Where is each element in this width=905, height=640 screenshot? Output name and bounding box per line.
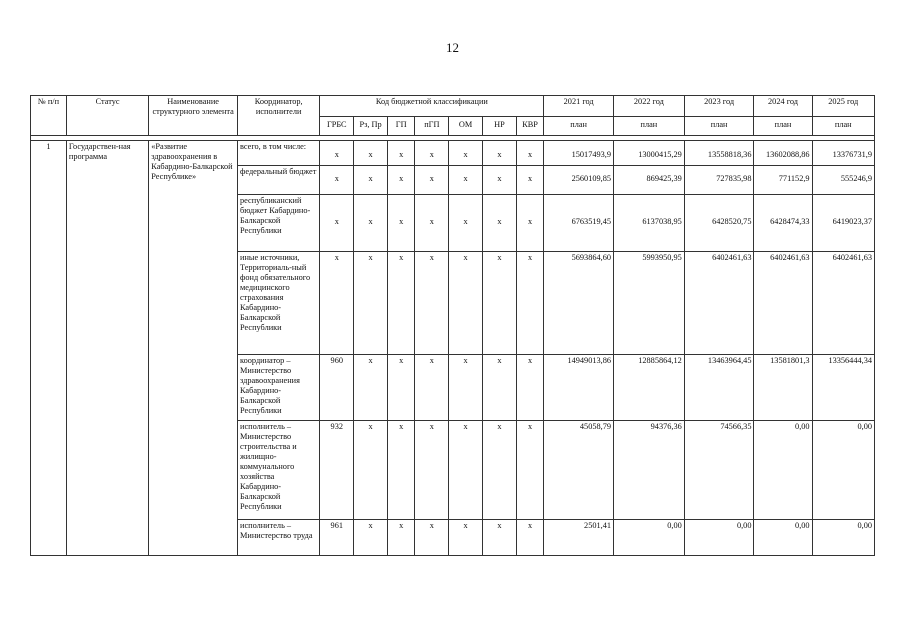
value-2025: 13356444,34: [812, 355, 874, 421]
header-plan: план: [544, 117, 614, 136]
kvr-cell: х: [516, 252, 544, 355]
value-2024: 13602088,86: [754, 141, 812, 166]
pgp-cell: х: [415, 421, 449, 520]
value-2025: 555246,9: [812, 166, 874, 195]
value-2024: 6428474,33: [754, 195, 812, 252]
program-element: «Развитие здравоохранения в Кабардино-Балкарской Республике»: [149, 141, 238, 556]
value-2024: 6402461,63: [754, 252, 812, 355]
value-2024: 0,00: [754, 520, 812, 556]
value-2023: 13463964,45: [684, 355, 754, 421]
nr-cell: х: [483, 166, 517, 195]
pgp-cell: х: [415, 355, 449, 421]
coordinator-cell: координатор – Министерство здравоохранения Кабардино-Балкарской Республики: [238, 355, 320, 421]
coordinator-cell: иные источники, Территориаль-ный фонд обязательного медицинского страхования Кабардино-Балкарской Республики: [238, 252, 320, 355]
value-2021: 15017493,9: [544, 141, 614, 166]
value-2022: 94376,36: [614, 421, 685, 520]
value-2024: 13581801,3: [754, 355, 812, 421]
grbs-cell: х: [320, 252, 354, 355]
om-cell: х: [449, 195, 483, 252]
header-year: 2024 год: [754, 96, 812, 117]
value-2023: 13558818,36: [684, 141, 754, 166]
header-year: 2025 год: [812, 96, 874, 117]
om-cell: х: [449, 355, 483, 421]
grbs-cell: х: [320, 141, 354, 166]
pgp-cell: х: [415, 195, 449, 252]
value-2022: 13000415,29: [614, 141, 685, 166]
header-status: Статус: [66, 96, 148, 136]
grbs-cell: х: [320, 195, 354, 252]
value-2025: 0,00: [812, 520, 874, 556]
header-grbs: ГРБС: [320, 117, 354, 136]
value-2022: 869425,39: [614, 166, 685, 195]
value-2022: 0,00: [614, 520, 685, 556]
value-2024: 0,00: [754, 421, 812, 520]
kvr-cell: х: [516, 195, 544, 252]
value-2023: 74566,35: [684, 421, 754, 520]
kvr-cell: х: [516, 166, 544, 195]
nr-cell: х: [483, 252, 517, 355]
rzpr-cell: х: [354, 195, 388, 252]
header-plan: план: [684, 117, 754, 136]
nr-cell: х: [483, 195, 517, 252]
header-kvr: КВР: [516, 117, 544, 136]
header-gp: ГП: [387, 117, 414, 136]
om-cell: х: [449, 252, 483, 355]
coordinator-cell: республиканский бюджет Кабардино-Балкарской Республики: [238, 195, 320, 252]
value-2025: 0,00: [812, 421, 874, 520]
kvr-cell: х: [516, 421, 544, 520]
grbs-cell: х: [320, 166, 354, 195]
header-kbk: Код бюджетной классификации: [320, 96, 544, 117]
value-2021: 45058,79: [544, 421, 614, 520]
header-plan: план: [614, 117, 685, 136]
gp-cell: х: [387, 195, 414, 252]
value-2021: 6763519,45: [544, 195, 614, 252]
value-2022: 6137038,95: [614, 195, 685, 252]
nr-cell: х: [483, 355, 517, 421]
value-2025: 6402461,63: [812, 252, 874, 355]
header-coordinator: Координатор, исполнители: [238, 96, 320, 136]
pgp-cell: х: [415, 252, 449, 355]
rzpr-cell: х: [354, 166, 388, 195]
kvr-cell: х: [516, 355, 544, 421]
gp-cell: х: [387, 520, 414, 556]
value-2022: 12885864,12: [614, 355, 685, 421]
pgp-cell: х: [415, 141, 449, 166]
header-year: 2022 год: [614, 96, 685, 117]
pgp-cell: х: [415, 166, 449, 195]
om-cell: х: [449, 166, 483, 195]
gp-cell: х: [387, 355, 414, 421]
value-2023: 6402461,63: [684, 252, 754, 355]
header-plan: план: [812, 117, 874, 136]
header-nr: НР: [483, 117, 517, 136]
value-2021: 5693864,60: [544, 252, 614, 355]
value-2024: 771152,9: [754, 166, 812, 195]
gp-cell: х: [387, 421, 414, 520]
pgp-cell: х: [415, 520, 449, 556]
grbs-cell: 932: [320, 421, 354, 520]
om-cell: х: [449, 141, 483, 166]
page-number: 12: [446, 40, 459, 55]
gp-cell: х: [387, 141, 414, 166]
coordinator-cell: федеральный бюджет: [238, 166, 320, 195]
grbs-cell: 960: [320, 355, 354, 421]
value-2025: 13376731,9: [812, 141, 874, 166]
header-year: 2023 год: [684, 96, 754, 117]
nr-cell: х: [483, 421, 517, 520]
coordinator-cell: исполнитель – Министерство труда: [238, 520, 320, 556]
program-status: Государствен-ная программа: [66, 141, 148, 556]
value-2021: 2560109,85: [544, 166, 614, 195]
header-plan: план: [754, 117, 812, 136]
om-cell: х: [449, 520, 483, 556]
value-2025: 6419023,37: [812, 195, 874, 252]
gp-cell: х: [387, 252, 414, 355]
header-element: Наименование структурного элемента: [149, 96, 238, 136]
om-cell: х: [449, 421, 483, 520]
coordinator-cell: всего, в том числе:: [238, 141, 320, 166]
budget-table: [30, 95, 875, 556]
grbs-cell: 961: [320, 520, 354, 556]
value-2021: 2501,41: [544, 520, 614, 556]
header-num: № п/п: [31, 96, 67, 136]
value-2023: 727835,98: [684, 166, 754, 195]
nr-cell: х: [483, 520, 517, 556]
kvr-cell: х: [516, 141, 544, 166]
coordinator-cell: исполнитель – Министерство строительства и жилищно-коммунального хозяйства Кабардино-Балкарской Республики: [238, 421, 320, 520]
value-2023: 0,00: [684, 520, 754, 556]
program-num: 1: [31, 141, 67, 556]
header-rzpr: Рз, Пр: [354, 117, 388, 136]
kvr-cell: х: [516, 520, 544, 556]
nr-cell: х: [483, 141, 517, 166]
value-2021: 14949013,86: [544, 355, 614, 421]
gp-cell: х: [387, 166, 414, 195]
rzpr-cell: х: [354, 355, 388, 421]
rzpr-cell: х: [354, 421, 388, 520]
value-2022: 5993950,95: [614, 252, 685, 355]
value-2023: 6428520,75: [684, 195, 754, 252]
header-om: ОМ: [449, 117, 483, 136]
rzpr-cell: х: [354, 141, 388, 166]
table-row: [31, 141, 875, 166]
rzpr-cell: х: [354, 520, 388, 556]
rzpr-cell: х: [354, 252, 388, 355]
header-year: 2021 год: [544, 96, 614, 117]
header-pgp: пГП: [415, 117, 449, 136]
